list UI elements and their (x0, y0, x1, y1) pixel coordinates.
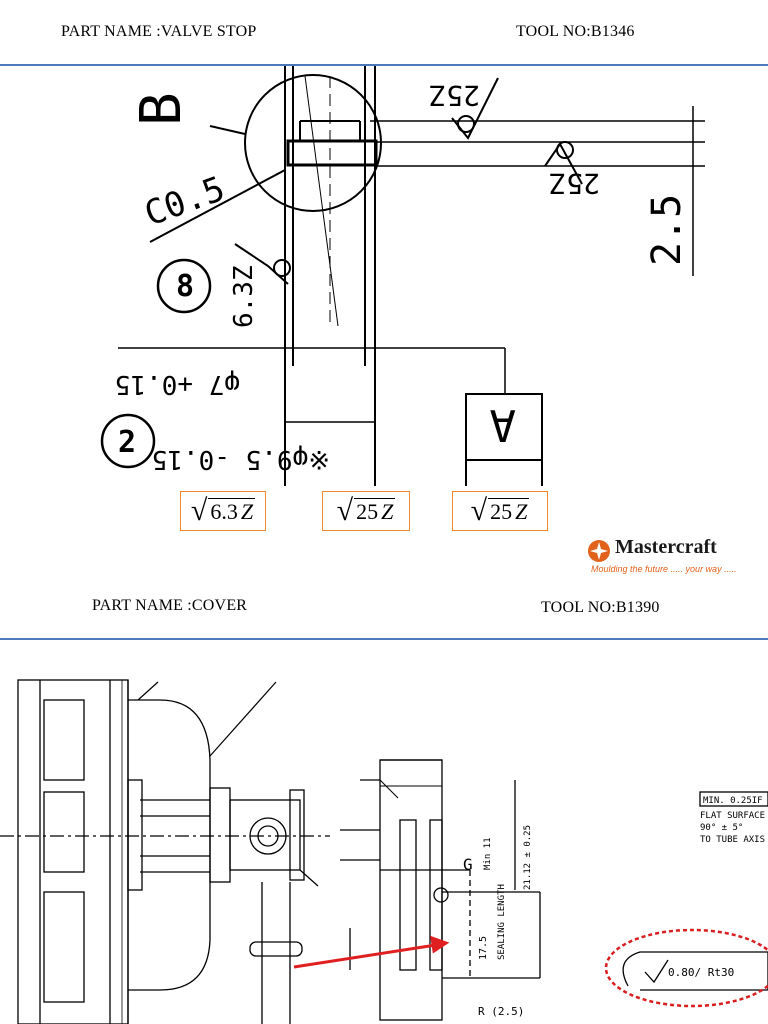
logo-name: Mastercraft (615, 536, 717, 558)
roughness-low-label: 25Z (549, 167, 600, 200)
roughness-side-label: 6.3Z (229, 265, 259, 328)
min-label-text: Min 11 (483, 837, 493, 870)
item-8-label: 8 (176, 269, 195, 304)
logo-tagline: Moulding the future ..... your way ..... (591, 564, 737, 574)
radius-text: R (2.5) (478, 1005, 525, 1018)
view-ref-label: B (129, 92, 194, 126)
tool-number-b1346: TOOL NO:B1346 (516, 23, 635, 40)
dia-7-label: φ7 +0.15 (114, 369, 240, 399)
mastercraft-logo (585, 536, 765, 580)
seal-label-text: SEALING LENGTH (497, 884, 507, 960)
section-divider-bottom (0, 638, 768, 640)
roughness-top-label: 25Z (429, 79, 480, 112)
roughness-box-2: √ 25 Z (322, 491, 410, 531)
part-name-cover: PART NAME :COVER (92, 597, 248, 614)
item-2-label: 2 (118, 425, 137, 460)
valve-stop-drawing (0, 66, 768, 486)
roughness-box-3: √ 25 Z (452, 491, 548, 531)
tool-number-b1390: TOOL NO:B1390 (541, 599, 660, 616)
part-name-valve-stop: PART NAME :VALVE STOP (61, 23, 257, 40)
flat-surface-note: FLAT SURFACE (700, 811, 766, 821)
angle-note: 90° ± 5° (700, 823, 744, 833)
g-label-text: G (463, 855, 473, 874)
tube-axis-note: TO TUBE AXIS (700, 835, 766, 845)
hatch-region (380, 760, 442, 786)
cover-drawing (0, 660, 768, 1024)
seal-value-text: 17.5 (478, 935, 489, 960)
datum-a-label: A (489, 399, 516, 450)
roughness-box-1: √ 6.3 Z (180, 491, 266, 531)
min-flat-note: MIN. 0.25IF (703, 796, 763, 806)
chamfer-label: C0.5 (139, 168, 231, 235)
dia-9-5-label: ※φ9.5 -0.15 (151, 444, 330, 474)
dim-v-text: 21.12 ± 0.25 (523, 824, 533, 890)
height-dim-label: 2.5 (644, 193, 690, 266)
roughness-callout-text: 0.80/ Rt30 (668, 966, 735, 979)
logo-mark-icon (587, 539, 611, 563)
